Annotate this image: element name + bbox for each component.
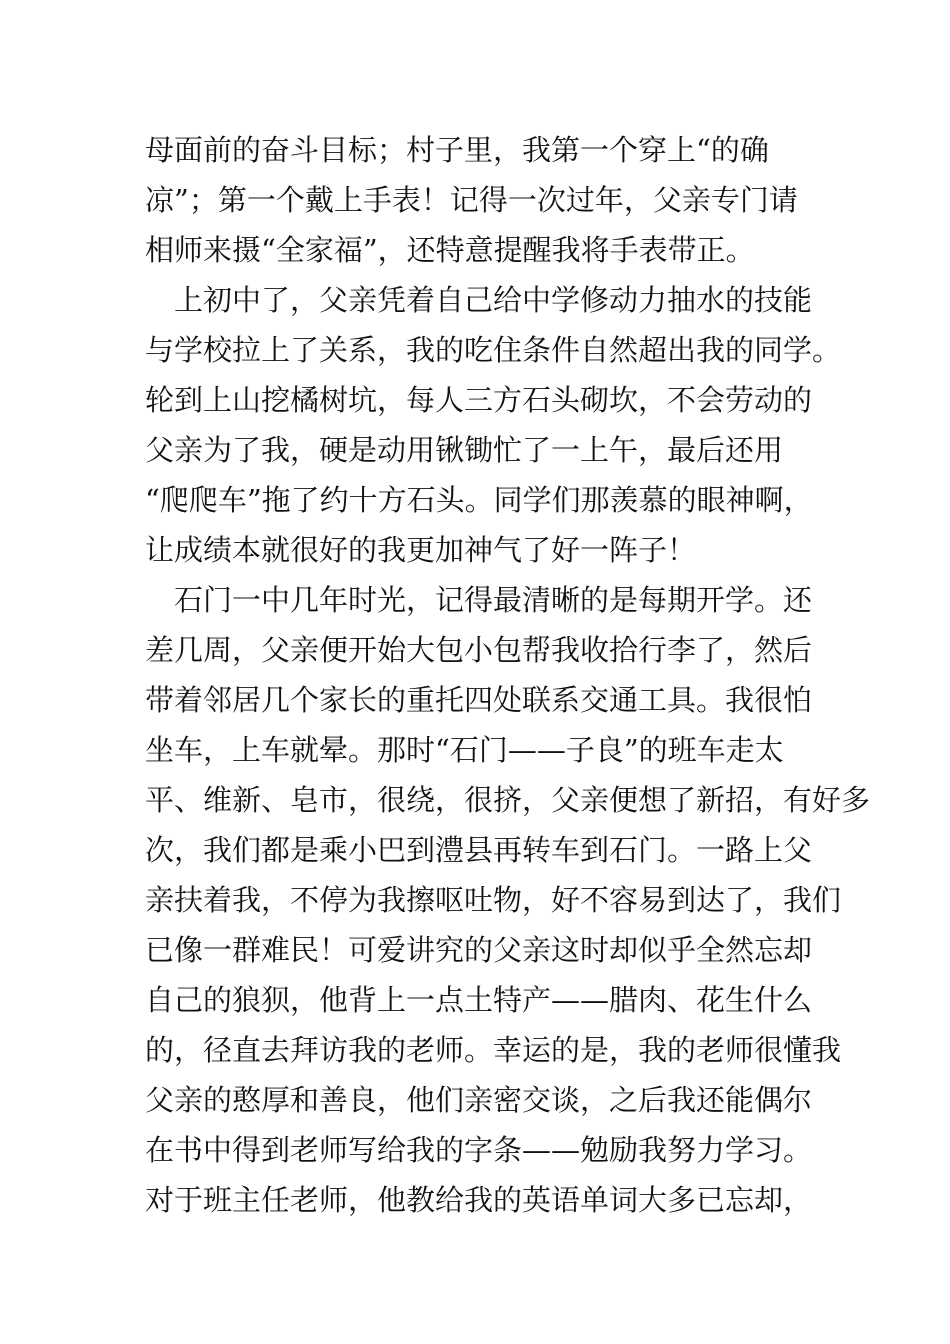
text-line-1: 母面前的奋斗目标；村子里，我第一个穿上“的确 xyxy=(145,133,769,167)
text-line-11: 差几周，父亲便开始大包小包帮我收拾行李了，然后 xyxy=(145,633,813,667)
body-text xyxy=(145,125,871,1225)
text-line-8: “爬爬车”拖了约十方石头。同学们那羡慕的眼神啊， xyxy=(145,483,813,517)
text-line-15: 次，我们都是乘小巴到澧县再转车到石门。一路上父 xyxy=(145,833,813,867)
text-line-9: 让成绩本就很好的我更加神气了好一阵子！ xyxy=(145,533,697,567)
text-line-4: 上初中了，父亲凭着自己给中学修动力抽水的技能 xyxy=(145,283,813,317)
text-line-13: 坐车，上车就晕。那时“石门——子良”的班车走太 xyxy=(145,733,784,767)
text-line-12: 带着邻居几个家长的重托四处联系交通工具。我很怕 xyxy=(145,683,813,717)
text-line-20: 父亲的憨厚和善良，他们亲密交谈，之后我还能偶尔 xyxy=(145,1083,813,1117)
text-line-19: 的，径直去拜访我的老师。幸运的是，我的老师很懂我 xyxy=(145,1033,842,1067)
text-line-10: 石门一中几年时光，记得最清晰的是每期开学。还 xyxy=(145,583,813,617)
text-line-3: 相师来摄“全家福”，还特意提醒我将手表带正。 xyxy=(145,233,755,267)
text-line-18: 自己的狼狈，他背上一点土特产——腊肉、花生什么 xyxy=(145,983,813,1017)
text-line-2: 凉”；第一个戴上手表！记得一次过年，父亲专门请 xyxy=(145,183,798,217)
text-line-5: 与学校拉上了关系，我的吃住条件自然超出我的同学。 xyxy=(145,333,842,367)
text-line-16: 亲扶着我，不停为我擦呕吐物，好不容易到达了，我们 xyxy=(145,883,842,917)
text-line-6: 轮到上山挖橘树坑，每人三方石头砌坎，不会劳动的 xyxy=(145,383,813,417)
text-line-14: 平、维新、皂市，很绕，很挤，父亲便想了新招，有好多 xyxy=(145,783,871,817)
text-line-22: 对于班主任老师，他教给我的英语单词大多已忘却， xyxy=(145,1183,813,1217)
text-line-7: 父亲为了我，硬是动用锹锄忙了一上午，最后还用 xyxy=(145,433,784,467)
text-line-21: 在书中得到老师写给我的字条——勉励我努力学习。 xyxy=(145,1133,813,1167)
text-line-17: 已像一群难民！可爱讲究的父亲这时却似乎全然忘却 xyxy=(145,933,813,967)
